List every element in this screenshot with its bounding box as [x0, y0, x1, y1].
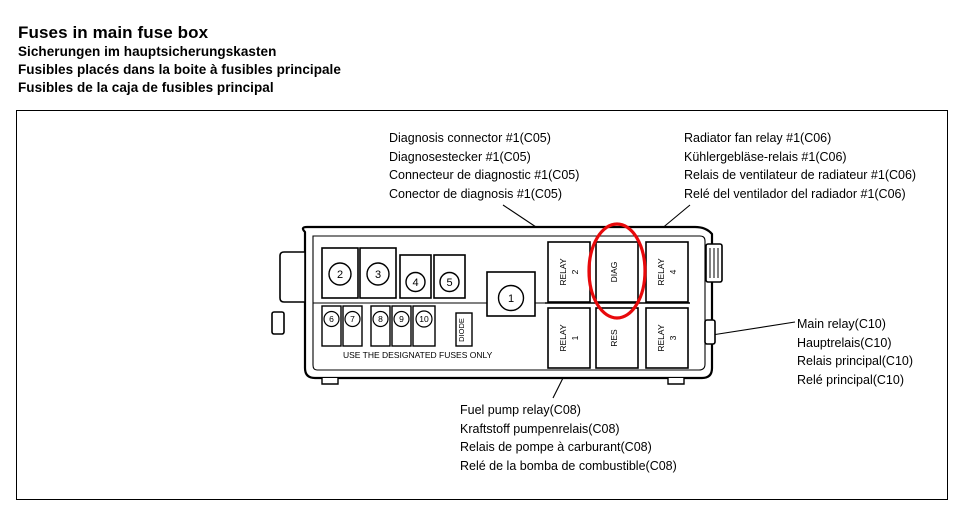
- callout-main-en: Main relay(C10): [797, 317, 886, 331]
- top-fuse-row: [322, 248, 465, 298]
- fuse-label-9: 9: [399, 314, 404, 324]
- housing-foot-left: [322, 378, 338, 384]
- relay-block-top: [548, 242, 688, 302]
- callout-fan-de: Kühlergebläse-relais #1(C06): [684, 149, 847, 164]
- fuse-label-8: 8: [378, 314, 383, 324]
- relay-3-label: RELAY: [656, 324, 666, 352]
- housing-left-clip: [272, 312, 284, 334]
- relay-2-label: RELAY: [558, 258, 568, 286]
- leader-main-relay: [712, 322, 795, 335]
- fuse-label-7: 7: [350, 314, 355, 324]
- callout-fan-fr: Relais de ventilateur de radiateur #1(C06): [684, 168, 917, 182]
- relay-3-slot: [646, 308, 688, 368]
- fuse-label-4: 4: [412, 277, 419, 289]
- relay-1-number: 1: [570, 335, 580, 341]
- callout-fuel-es: Relé de la bomba de combustible(C08): [460, 458, 677, 473]
- callout-fuel-fr: Relais de pompe à carburant(C08): [460, 440, 652, 454]
- fuse-label-10: 10: [419, 314, 429, 324]
- fuse-label-5: 5: [446, 277, 453, 289]
- callout-fuel-en: Fuel pump relay(C08): [460, 403, 581, 417]
- callout-main-fr: Relais principal(C10): [797, 354, 914, 368]
- diag-label: DIAG: [609, 261, 619, 283]
- relay-1-label: RELAY: [558, 324, 568, 352]
- housing-right-clip: [705, 320, 715, 344]
- title-spanish: Fusibles de la caja de fusibles principal: [18, 80, 274, 95]
- callout-main-de: Hauptrelais(C10): [797, 335, 892, 350]
- relay-4-slot: [646, 242, 688, 302]
- callout-main-es: Relé principal(C10): [797, 372, 904, 387]
- callout-fan-en: Radiator fan relay #1(C06): [684, 131, 832, 145]
- callout-fan-es: Relé del ventilador del radiador #1(C06): [684, 186, 906, 201]
- callout-diagnosis-en: Diagnosis connector #1(C05): [389, 131, 551, 145]
- callout-diagnosis-fr: Connecteur de diagnostic #1(C05): [389, 168, 580, 182]
- title-french: Fusibles placés dans la boite à fusibles principale: [18, 62, 341, 77]
- diode-label: DIODE: [457, 318, 466, 342]
- fuse-label-6: 6: [329, 314, 334, 324]
- relay-1-slot: [548, 308, 590, 368]
- res-label: RES: [609, 329, 619, 347]
- housing-foot-right: [668, 378, 684, 384]
- title-english: Fuses in main fuse box: [18, 23, 209, 42]
- fuse-label-1: 1: [507, 293, 515, 305]
- main-fuse-slot: [487, 272, 535, 316]
- fuse-label-3: 3: [374, 269, 382, 281]
- callout-fuel-de: Kraftstoff pumpenrelais(C08): [460, 421, 620, 436]
- designated-fuses-note: USE THE DESIGNATED FUSES ONLY: [343, 350, 493, 360]
- relay-4-label: RELAY: [656, 258, 666, 286]
- fuse-label-2: 2: [336, 269, 344, 281]
- relay-2-slot: [548, 242, 590, 302]
- relay-4-number: 4: [668, 269, 678, 275]
- relay-2-number: 2: [570, 269, 580, 275]
- title-german: Sicherungen im hauptsicherungskasten: [18, 44, 277, 59]
- relay-3-number: 3: [668, 335, 678, 341]
- callout-diagnosis-de: Diagnosestecker #1(C05): [389, 149, 531, 164]
- callout-diagnosis-es: Conector de diagnosis #1(C05): [389, 186, 563, 201]
